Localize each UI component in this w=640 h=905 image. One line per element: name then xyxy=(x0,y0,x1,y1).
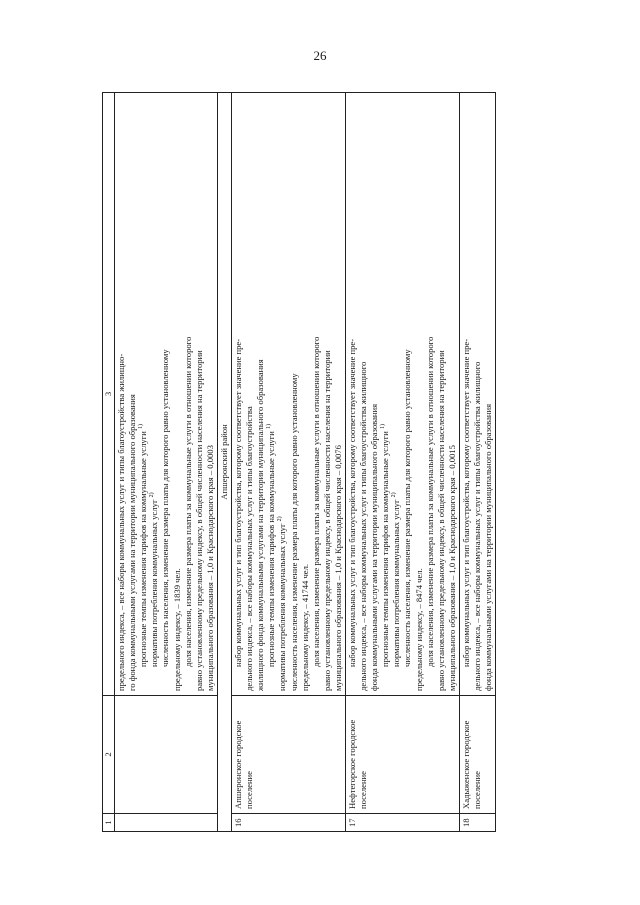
row-number-cell: 16 xyxy=(232,814,346,832)
description-line: набор коммунальных услуг и тип благоустройства, которому соответствует значение пре- xyxy=(460,338,471,667)
settlement-name-cell: Хадыженское городское поселение xyxy=(459,696,495,814)
description-line: фонда коммунальными услугами на территории муниципального образования xyxy=(483,403,494,691)
description-line: доля населения, изменение размера платы за коммунальные услуги в отношении которого xyxy=(310,336,321,667)
description-line: прогнозные темпы изменения тарифов на коммунальные услуги $^{1)}$ xyxy=(266,424,277,667)
description-line: дельного индекса, – все наборы коммунальных услуг и типы благоустройства xyxy=(244,406,255,691)
column-number-3: 3 xyxy=(103,93,115,696)
description-line: предельному индексу, – 1839 чел. xyxy=(171,568,182,691)
description-cell xyxy=(345,93,459,696)
description-line: доля населения, изменение размера платы за коммунальные услуги в отношении которого xyxy=(182,336,193,667)
row-number-cell: 18 xyxy=(459,814,495,832)
row-number-cell xyxy=(115,814,218,832)
description-line: муниципального образования – 1,0 и Краснодарского края – 0,0003 xyxy=(204,445,215,691)
description-line: предельному индексу, – 8474 чел. xyxy=(413,568,424,691)
column-number-row xyxy=(103,93,115,832)
region-heading: Апшеронский район xyxy=(217,93,231,832)
column-number-2: 2 xyxy=(103,696,115,814)
description-cell xyxy=(115,93,218,696)
description-line: равно установленному предельному индексу, в общей численности населения на территории xyxy=(321,350,332,691)
table-row xyxy=(459,93,495,832)
description-line: дельного индекса, – все наборы коммунальных услуг и типы благоустройства жилищного xyxy=(358,361,369,691)
column-number-1: 1 xyxy=(103,814,115,832)
description-cell xyxy=(232,93,346,696)
settlement-name-cell: Апшеронское городское поселение xyxy=(232,696,346,814)
description-line: нормативы потребления коммунальных услуг $^{2)}$ xyxy=(391,492,402,667)
description-line: прогнозные темпы изменения тарифов на коммунальные услуги $^{1)}$ xyxy=(138,424,149,667)
description-line: прогнозные темпы изменения тарифов на коммунальные услуги $^{1)}$ xyxy=(380,424,391,667)
description-line: набор коммунальных услуг и тип благоустройства, которому соответствует значение пре- xyxy=(233,338,244,667)
description-line: численность населения, изменение размера платы для которого равно установленному xyxy=(160,349,171,667)
description-line: дельного индекса, – все наборы коммунальных услуг и типы благоустройства жилищного xyxy=(472,361,482,691)
settlement-name-cell xyxy=(115,696,218,814)
rotated-table-area xyxy=(102,92,538,832)
description-cell xyxy=(459,93,495,696)
table-row-continuation xyxy=(115,93,218,832)
description-line: нормативы потребления коммунальных услуг $^{2)}$ xyxy=(277,516,288,691)
description-line: муниципального образования – 1,0 и Краснодарского края – 0,0015 xyxy=(446,445,457,691)
page-number: 26 xyxy=(313,48,327,63)
landscape-table-wrapper xyxy=(102,92,538,832)
description-line: набор коммунальных услуг и тип благоустройства, которому соответствует значение пре- xyxy=(346,338,357,667)
description-line: численность населения, изменение размера платы для которого равно установленному xyxy=(402,349,413,667)
description-line: численность населения, изменение размера платы для которого равно установленному xyxy=(288,373,299,691)
description-line: равно установленному предельному индексу, в общей численности населения на территории xyxy=(193,350,204,691)
description-line: предельного индекса, – все наборы коммунальных услуг и типы благоустройства жилищно- xyxy=(116,353,127,691)
row-number-cell: 17 xyxy=(345,814,459,832)
description-line: предельному индексу, – 41744 чел. xyxy=(299,563,310,691)
description-line: фонда коммунальными услугами на территории муниципального образования xyxy=(369,403,380,691)
table-row xyxy=(345,93,459,832)
description-line: муниципального образования – 1,0 и Краснодарского края – 0,0076 xyxy=(332,445,343,691)
description-line: го фонда коммунальными услугами на территории муниципального образования xyxy=(127,394,138,691)
description-line: доля населения, изменение размера платы за коммунальные услуги в отношении которого xyxy=(424,336,435,667)
tariff-table xyxy=(102,92,496,832)
description-line: равно установленному предельному индексу, в общей численности населения на территории xyxy=(435,350,446,691)
region-row xyxy=(217,93,231,832)
description-line: жилищного фонда коммунальными услугами на территории муниципального образования xyxy=(255,359,266,691)
table-row xyxy=(232,93,346,832)
settlement-name-cell: Нефтегорское городское поселение xyxy=(345,696,459,814)
description-line: нормативы потребления коммунальных услуг $^{2)}$ xyxy=(149,492,160,667)
